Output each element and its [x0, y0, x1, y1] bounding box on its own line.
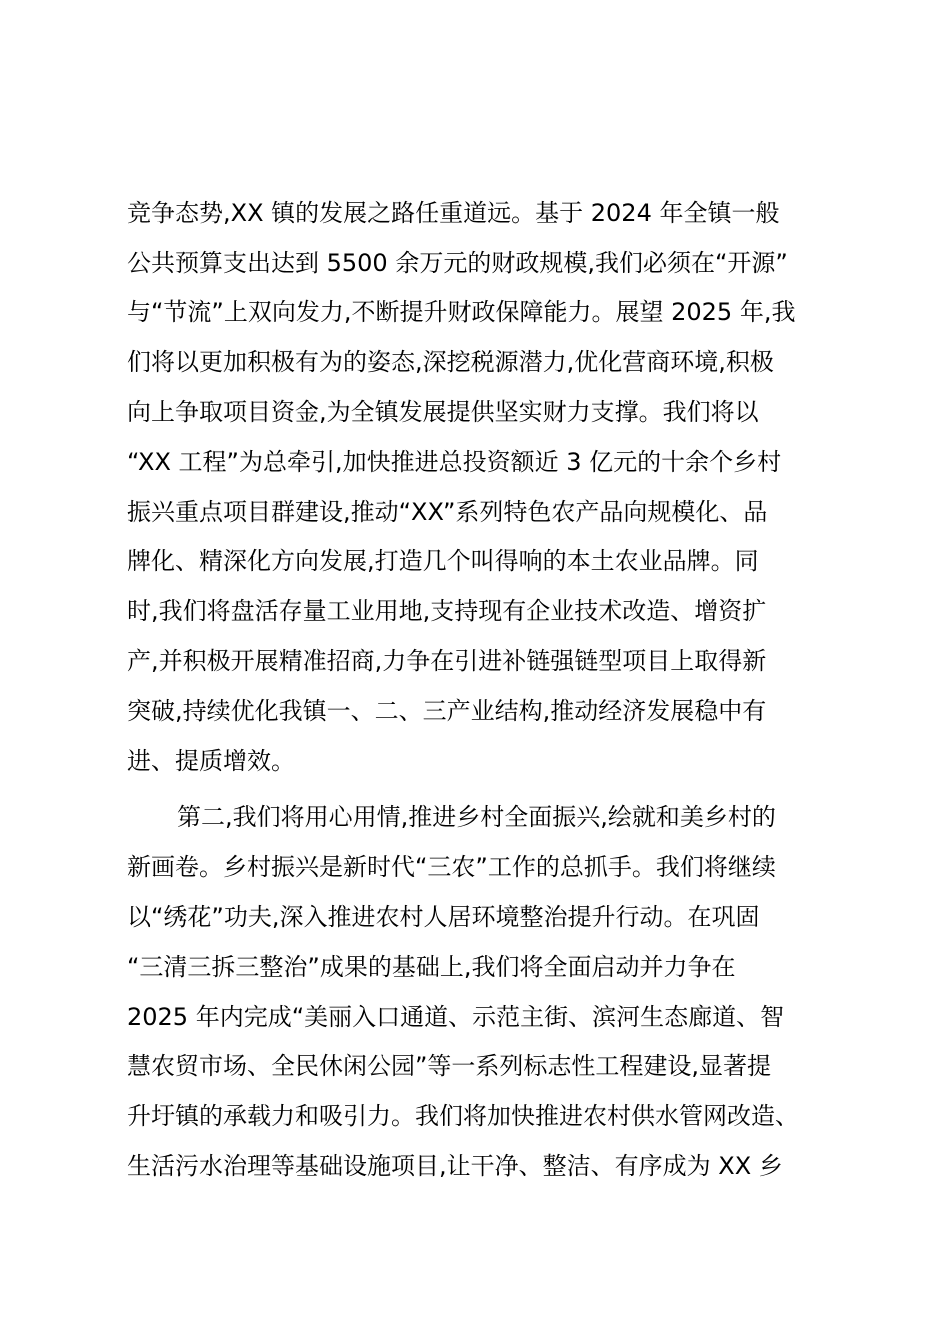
- text-line: 生活污水治理等基础设施项目,让干净、整洁、有序成为 XX 乡: [127, 1152, 783, 1180]
- paragraph-first-line: 第二,我们将用心用情,推进乡村全面振兴,绘就和美乡村的: [177, 803, 776, 831]
- text-line: 们将以更加积极有为的姿态,深挖税源潜力,优化营商环境,积极: [127, 348, 774, 376]
- text-line: 公共预算支出达到 5500 余万元的财政规模,我们必须在“开源”: [127, 249, 788, 277]
- text-line: 牌化、精深化方向发展,打造几个叫得响的本土农业品牌。同: [127, 547, 759, 575]
- text-line: 升圩镇的承载力和吸引力。我们将加快推进农村供水管网改造、: [127, 1102, 799, 1130]
- text-line: 振兴重点项目群建设,推动“XX”系列特色农产品向规模化、品: [127, 498, 768, 526]
- text-line: 以“绣花”功夫,深入推进农村人居环境整治提升行动。在巩固: [127, 903, 760, 931]
- text-line: 时,我们将盘活存量工业用地,支持现有企业技术改造、增资扩: [127, 597, 767, 625]
- text-line: 与“节流”上双向发力,不断提升财政保障能力。展望 2025 年,我: [127, 298, 796, 326]
- text-line: 2025 年内完成“美丽入口通道、示范主街、滨河生态廊道、智: [127, 1003, 785, 1031]
- text-line: “三清三拆三整治”成果的基础上,我们将全面启动并力争在: [127, 953, 736, 981]
- text-line: 突破,持续优化我镇一、二、三产业结构,推动经济发展稳中有: [127, 697, 767, 725]
- text-line: 新画卷。乡村振兴是新时代“三农”工作的总抓手。我们将继续: [127, 853, 776, 881]
- text-line: “XX 工程”为总牵引,加快推进总投资额近 3 亿元的十余个乡村: [127, 448, 782, 476]
- text-line: 竞争态势,XX 镇的发展之路任重道远。基于 2024 年全镇一般: [127, 199, 780, 227]
- text-line: 慧农贸市场、全民休闲公园”等一系列标志性工程建设,显著提: [127, 1052, 772, 1080]
- text-line: 产,并积极开展精准招商,力争在引进补链强链型项目上取得新: [127, 647, 767, 675]
- text-line: 向上争取项目资金,为全镇发展提供坚实财力支撑。我们将以: [127, 398, 759, 426]
- text-line: 进、提质增效。: [127, 747, 295, 775]
